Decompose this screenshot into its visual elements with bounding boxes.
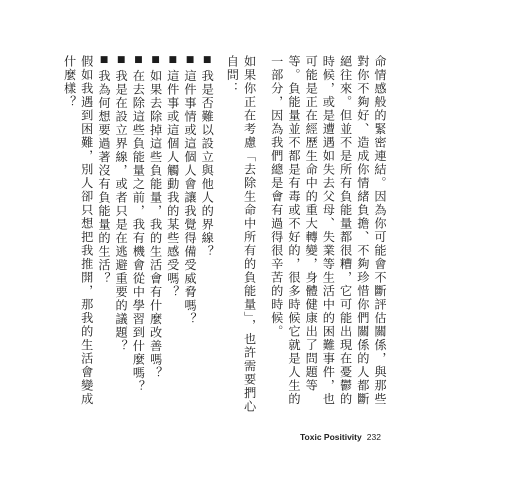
list-item xyxy=(95,55,112,415)
square-bullet-icon: ■ xyxy=(133,55,144,67)
square-bullet-icon: ■ xyxy=(184,55,195,67)
body-paragraph: 命情感般的緊密連結。因為你可能會不斷評估關係，與那些對你不夠好、造成你情緒負擔、不夠珍惜你們關係的人都斷絕往來。但並不是所有負能量都很糟，它可能出現在憂鬱的時候，或是遭遇如失去父母、失業等生活中的困難事件，也可能是正在經歷生命中的重大轉變，身體健康出了問題等等。負能量並不都是有毒或不好的，很多時候它就是人生的一部分，因為我們總是會有過得很辛苦的時候。 xyxy=(269,55,387,406)
book-title: Toxic Positivity xyxy=(300,432,362,442)
list-item-text: 我是在設立界線，或者只是在逃避重要的議題？ xyxy=(114,69,129,353)
list-item xyxy=(198,55,215,415)
list-item xyxy=(181,55,198,415)
list-item xyxy=(146,55,163,415)
list-item xyxy=(164,55,181,415)
list-item-text: 這件事或這個人觸動我的某些感受嗎？ xyxy=(165,69,180,299)
square-bullet-icon: ■ xyxy=(202,55,213,67)
list-item-text: 如果去除掉這些負能量，我的生活會有什麼改善嗎？ xyxy=(148,69,163,380)
list-item xyxy=(112,55,129,415)
list-item-text: 在去除這些負能量之前，我有機會從中學習到什麼嗎？ xyxy=(131,69,146,394)
list-item-text: 我為何想要過著沒有負能量的生活？ xyxy=(96,69,111,286)
list-item-text: 這件事情或這個人會讓我覺得備受威脅嗎？ xyxy=(182,69,197,326)
closing-question: 假如我遇到困難，別人卻只想把我推開，那我的生活會變成什麼樣？ xyxy=(62,55,94,406)
square-bullet-icon: ■ xyxy=(150,55,161,67)
square-bullet-icon: ■ xyxy=(116,55,127,67)
list-item xyxy=(129,55,146,415)
list-item-text: 我是否難以設立與他人的界線？ xyxy=(200,69,215,259)
intro-question: 如果你正在考慮「去除生命中所有的負能量」，也許需要捫心自問： xyxy=(225,55,257,414)
page-number: 232 xyxy=(366,432,381,442)
page-footer xyxy=(300,432,381,442)
square-bullet-icon: ■ xyxy=(98,55,109,67)
question-list xyxy=(95,55,215,415)
square-bullet-icon: ■ xyxy=(167,55,178,67)
page-body xyxy=(60,55,388,415)
